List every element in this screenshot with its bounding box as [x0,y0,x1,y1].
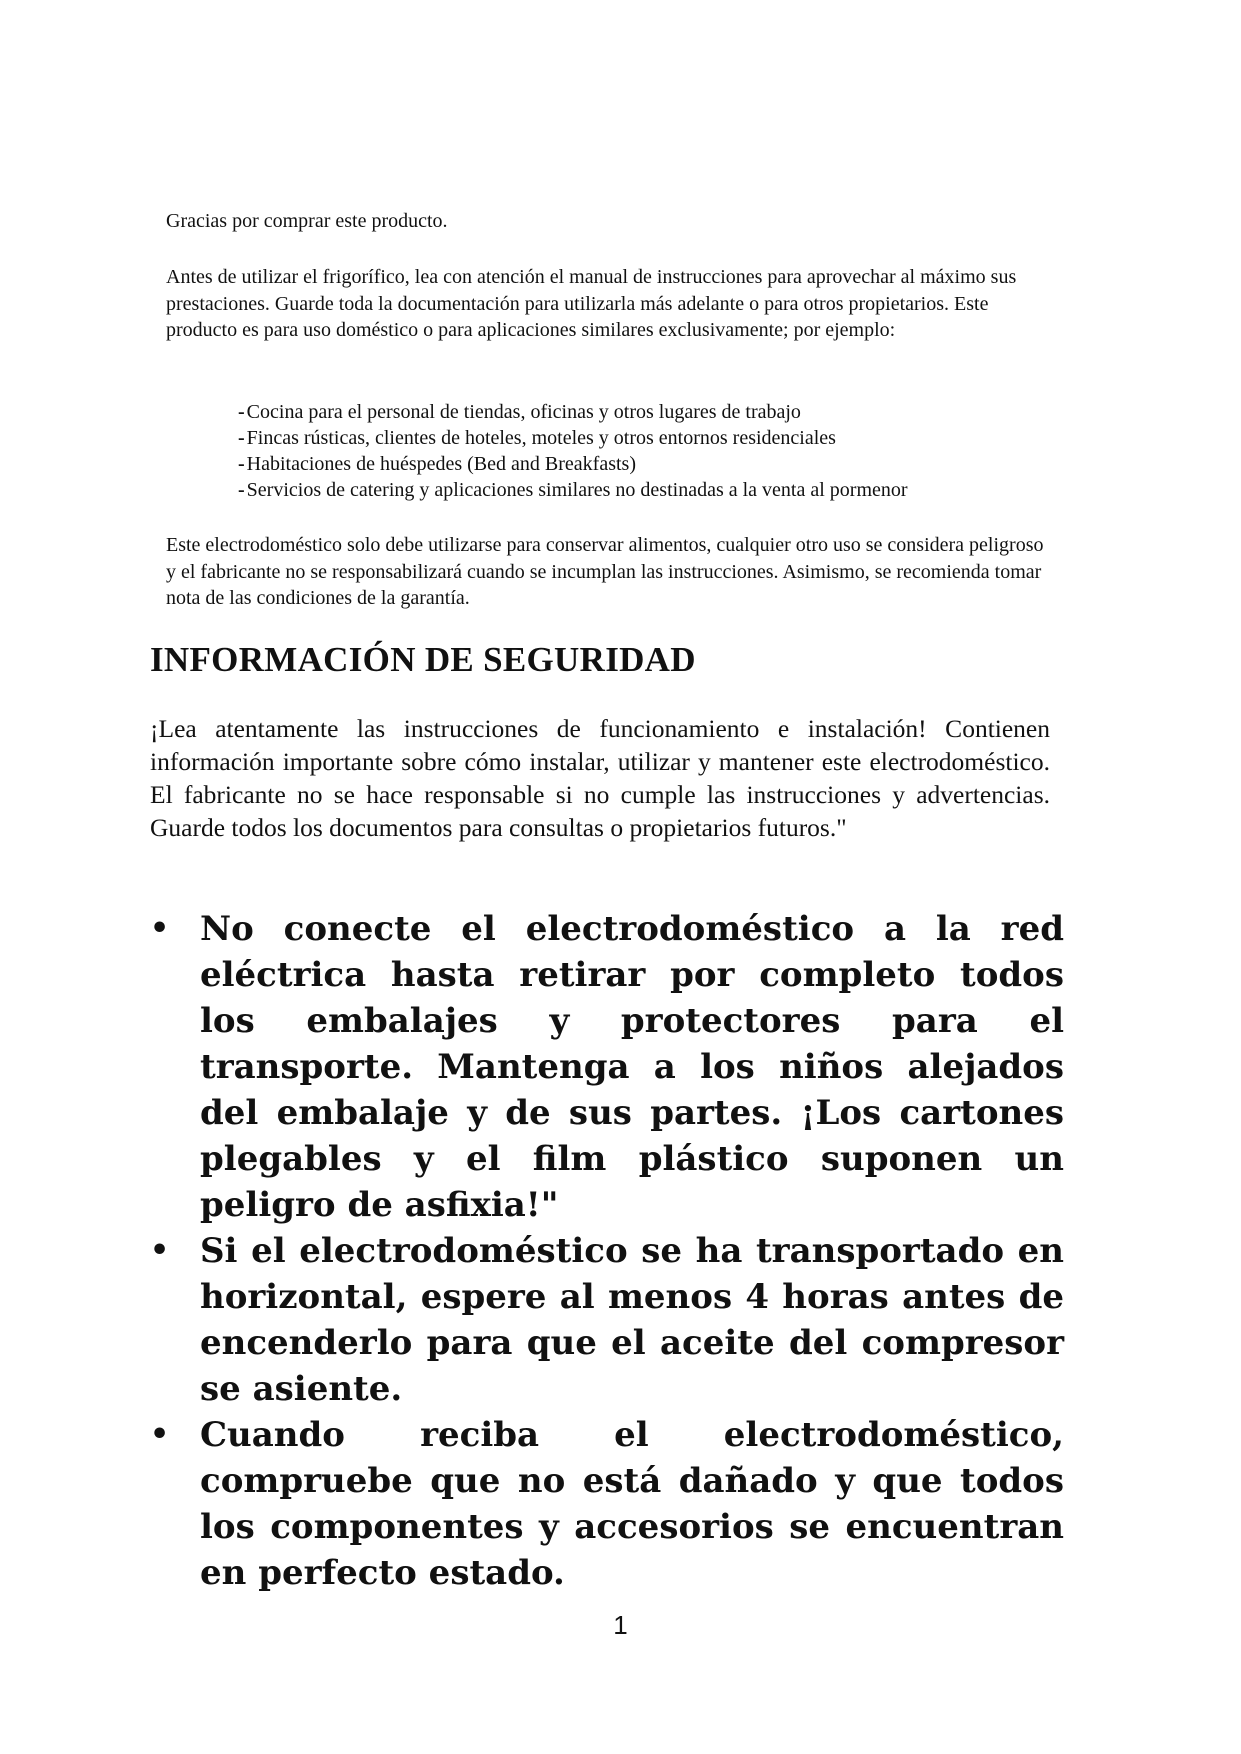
page-number: 1 [613,1610,628,1640]
safety-warning-item [150,1412,1064,1596]
intro-thanks: Gracias por comprar este producto. [166,210,448,232]
dash-bullet: - [238,479,245,501]
usage-example-text: Cocina para el personal de tiendas, oficinas y otros lugares de trabajo [246,401,801,423]
intro-paragraph-1: Antes de utilizar el frigorífico, lea con atención el manual de instrucciones para aprovechar al máximo sus prestaciones. Guarde toda la documentación para utilizarla más adelante o para otros propietarios. Este producto es para uso doméstico o para aplicaciones similares exclusivamente; por ejemplo: [166,266,1017,341]
safety-warning-text: Cuando reciba el electrodoméstico, compruebe que no está dañado y que todos los componentes y accesorios se encuentran en perfecto estado. [200,1415,1064,1593]
usage-example-item [238,477,908,503]
dash-bullet: - [238,427,245,449]
usage-example-text: Habitaciones de huéspedes (Bed and Breakfasts) [246,453,636,475]
usage-example-text: Fincas rústicas, clientes de hoteles, moteles y otros entornos residenciales [246,427,836,449]
bullet-icon: • [150,1417,170,1452]
usage-examples-list [238,399,908,503]
safety-heading: INFORMACIÓN DE SEGURIDAD [150,640,696,679]
usage-example-item [238,399,908,425]
usage-example-item [238,451,908,477]
intro-paragraph-2: Este electrodoméstico solo debe utilizarse para conservar alimentos, cualquier otro uso se considera peligroso y el fabricante no se responsabilizará cuando se incumplan las instrucciones. Asimismo, se recomienda tomar nota de las condiciones de la garantía. [166,534,1044,609]
safety-warnings-list [150,906,1064,1596]
dash-bullet: - [238,401,245,423]
safety-warning-text: Si el electrodoméstico se ha transportado en horizontal, espere al menos 4 horas antes de encenderlo para que el aceite del compresor se asiente. [200,1231,1064,1409]
safety-warning-text: No conecte el electrodoméstico a la red eléctrica hasta retirar por completo todos los embalajes y protectores para el transporte. Mantenga a los niños alejados del embalaje y de sus partes. ¡Los cartones plegables y el film plástico suponen un peligro de asfixia!" [200,909,1064,1225]
usage-example-text: Servicios de catering y aplicaciones similares no destinadas a la venta al pormenor [246,479,908,501]
bullet-icon: • [150,1233,170,1268]
safety-warning-item [150,1228,1064,1412]
usage-example-item [238,425,908,451]
safety-warning-item [150,906,1064,1228]
bullet-icon: • [150,911,170,946]
dash-bullet: - [238,453,245,475]
safety-intro-paragraph: ¡Lea atentamente las instrucciones de funcionamiento e instalación! Contienen información importante sobre cómo instalar, utilizar y mantener este electrodoméstico. El fabricante no se hace responsable si no cumple las instrucciones y advertencias. Guarde todos los documentos para consultas o propietarios futuros." [150,714,1050,842]
